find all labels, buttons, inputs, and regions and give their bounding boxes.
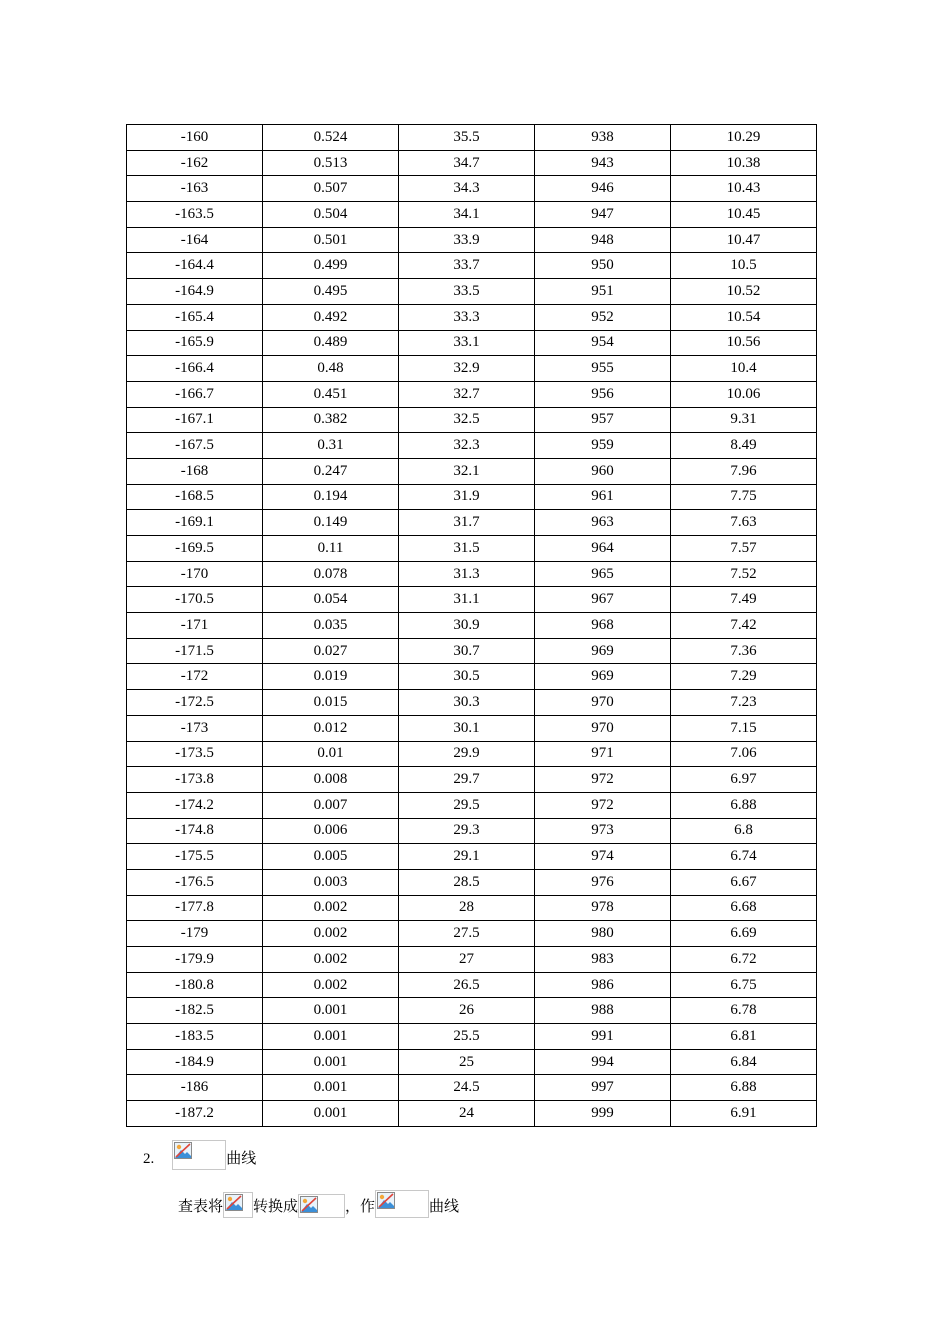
formula-image-placeholder <box>298 1194 345 1218</box>
table-cell: 959 <box>535 433 671 459</box>
table-cell: -165.4 <box>127 304 263 330</box>
table-cell: 974 <box>535 844 671 870</box>
table-cell: 0.507 <box>263 176 399 202</box>
table-cell: 950 <box>535 253 671 279</box>
table-cell: -166.4 <box>127 356 263 382</box>
table-cell: -174.8 <box>127 818 263 844</box>
table-cell: 988 <box>535 998 671 1024</box>
table-cell: 0.002 <box>263 895 399 921</box>
table-row <box>127 792 817 818</box>
table-cell: 31.5 <box>399 536 535 562</box>
instruction-text-1: 查表将 <box>178 1199 224 1215</box>
table-cell: 7.96 <box>671 458 817 484</box>
table-cell: 0.489 <box>263 330 399 356</box>
table-row <box>127 844 817 870</box>
table-row <box>127 176 817 202</box>
table-cell: 30.7 <box>399 638 535 664</box>
table-cell: 971 <box>535 741 671 767</box>
broken-image-icon <box>377 1192 395 1209</box>
table-cell: 948 <box>535 227 671 253</box>
table-row <box>127 304 817 330</box>
table-cell: -165.9 <box>127 330 263 356</box>
table-cell: 976 <box>535 869 671 895</box>
section-number: 2. <box>143 1151 155 1167</box>
table-cell: 0.008 <box>263 767 399 793</box>
table-cell: 7.52 <box>671 561 817 587</box>
table-cell: 8.49 <box>671 433 817 459</box>
table-row <box>127 561 817 587</box>
broken-image-icon <box>300 1196 318 1213</box>
table-cell: 0.194 <box>263 484 399 510</box>
table-cell: 29.3 <box>399 818 535 844</box>
table-cell: 29.9 <box>399 741 535 767</box>
table-cell: 27 <box>399 947 535 973</box>
table-cell: 32.5 <box>399 407 535 433</box>
heading-suffix: 曲线 <box>226 1151 257 1167</box>
table-cell: -163 <box>127 176 263 202</box>
table-cell: 34.1 <box>399 202 535 228</box>
table-cell: 0.012 <box>263 715 399 741</box>
table-cell: -168 <box>127 458 263 484</box>
table-cell: 30.1 <box>399 715 535 741</box>
table-row <box>127 818 817 844</box>
table-cell: 0.48 <box>263 356 399 382</box>
table-row <box>127 921 817 947</box>
table-cell: 997 <box>535 1075 671 1101</box>
table-cell: 9.31 <box>671 407 817 433</box>
table-cell: 0.001 <box>263 1101 399 1127</box>
table-cell: 6.72 <box>671 947 817 973</box>
table-cell: 983 <box>535 947 671 973</box>
table-cell: 32.7 <box>399 381 535 407</box>
table-cell: 32.1 <box>399 458 535 484</box>
table-row <box>127 330 817 356</box>
table-cell: 29.5 <box>399 792 535 818</box>
table-row <box>127 587 817 613</box>
table-cell: 10.43 <box>671 176 817 202</box>
table-cell: 10.29 <box>671 125 817 151</box>
table-cell: 6.68 <box>671 895 817 921</box>
table-cell: 33.5 <box>399 279 535 305</box>
table-cell: 31.1 <box>399 587 535 613</box>
table-row <box>127 767 817 793</box>
table-cell: -186 <box>127 1075 263 1101</box>
table-row <box>127 1075 817 1101</box>
table-cell: 938 <box>535 125 671 151</box>
table-cell: -171.5 <box>127 638 263 664</box>
table-cell: 10.54 <box>671 304 817 330</box>
table-cell: 10.38 <box>671 150 817 176</box>
table-cell: -179 <box>127 921 263 947</box>
table-row <box>127 381 817 407</box>
table-cell: 967 <box>535 587 671 613</box>
table-cell: -174.2 <box>127 792 263 818</box>
table-cell: 6.69 <box>671 921 817 947</box>
table-cell: -169.5 <box>127 536 263 562</box>
table-cell: 946 <box>535 176 671 202</box>
table-row <box>127 613 817 639</box>
table-cell: 10.56 <box>671 330 817 356</box>
table-cell: 954 <box>535 330 671 356</box>
table-cell: 31.7 <box>399 510 535 536</box>
table-cell: 0.382 <box>263 407 399 433</box>
table-cell: -184.9 <box>127 1049 263 1075</box>
table-cell: 972 <box>535 792 671 818</box>
table-cell: 30.5 <box>399 664 535 690</box>
table-cell: 35.5 <box>399 125 535 151</box>
table-cell: 0.492 <box>263 304 399 330</box>
table-row <box>127 1101 817 1127</box>
table-row <box>127 202 817 228</box>
table-cell: 969 <box>535 664 671 690</box>
table-cell: 969 <box>535 638 671 664</box>
table-cell: 943 <box>535 150 671 176</box>
table-row <box>127 690 817 716</box>
table-cell: -183.5 <box>127 1024 263 1050</box>
data-table <box>126 124 817 1127</box>
table-cell: 0.01 <box>263 741 399 767</box>
table-row <box>127 150 817 176</box>
table-row <box>127 458 817 484</box>
table-row <box>127 741 817 767</box>
table-cell: 973 <box>535 818 671 844</box>
table-cell: 994 <box>535 1049 671 1075</box>
table-cell: -172 <box>127 664 263 690</box>
table-row <box>127 869 817 895</box>
table-cell: 30.3 <box>399 690 535 716</box>
table-cell: 26 <box>399 998 535 1024</box>
table-cell: 34.7 <box>399 150 535 176</box>
formula-image-placeholder <box>172 1140 226 1170</box>
table-cell: 951 <box>535 279 671 305</box>
table-cell: 0.11 <box>263 536 399 562</box>
formula-image-placeholder <box>375 1190 429 1218</box>
table-cell: 0.003 <box>263 869 399 895</box>
table-cell: 986 <box>535 972 671 998</box>
table-row <box>127 664 817 690</box>
table-cell: 10.4 <box>671 356 817 382</box>
table-cell: 28.5 <box>399 869 535 895</box>
table-cell: -173.5 <box>127 741 263 767</box>
table-cell: -160 <box>127 125 263 151</box>
table-row <box>127 998 817 1024</box>
table-cell: 24 <box>399 1101 535 1127</box>
table-cell: -175.5 <box>127 844 263 870</box>
table-cell: 0.078 <box>263 561 399 587</box>
table-cell: 10.45 <box>671 202 817 228</box>
table-cell: 6.88 <box>671 792 817 818</box>
table-cell: 6.91 <box>671 1101 817 1127</box>
table-cell: 7.49 <box>671 587 817 613</box>
table-cell: 7.63 <box>671 510 817 536</box>
instruction-text-3: ，作 <box>345 1199 376 1215</box>
table-cell: 0.501 <box>263 227 399 253</box>
table-cell: 0.451 <box>263 381 399 407</box>
table-cell: -173.8 <box>127 767 263 793</box>
table-cell: -164 <box>127 227 263 253</box>
table-cell: 32.9 <box>399 356 535 382</box>
table-row <box>127 227 817 253</box>
table-cell: -168.5 <box>127 484 263 510</box>
table-cell: 0.015 <box>263 690 399 716</box>
table-cell: 10.06 <box>671 381 817 407</box>
table-row <box>127 1049 817 1075</box>
table-cell: 0.006 <box>263 818 399 844</box>
table-cell: -169.1 <box>127 510 263 536</box>
table-cell: 32.3 <box>399 433 535 459</box>
table-cell: -164.4 <box>127 253 263 279</box>
table-cell: -167.1 <box>127 407 263 433</box>
table-cell: 0.31 <box>263 433 399 459</box>
table-cell: 0.495 <box>263 279 399 305</box>
table-row <box>127 947 817 973</box>
table-cell: -162 <box>127 150 263 176</box>
table-cell: -176.5 <box>127 869 263 895</box>
table-cell: 7.23 <box>671 690 817 716</box>
table-cell: 31.9 <box>399 484 535 510</box>
table-cell: 955 <box>535 356 671 382</box>
instruction-text-4: 曲线 <box>429 1199 460 1215</box>
table-cell: 0.054 <box>263 587 399 613</box>
table-cell: 26.5 <box>399 972 535 998</box>
table-cell: 972 <box>535 767 671 793</box>
table-cell: 0.001 <box>263 1075 399 1101</box>
table-cell: 33.1 <box>399 330 535 356</box>
table-cell: 6.81 <box>671 1024 817 1050</box>
table-cell: 28 <box>399 895 535 921</box>
table-cell: 0.005 <box>263 844 399 870</box>
section-2-heading <box>143 1126 256 1170</box>
table-cell: 33.7 <box>399 253 535 279</box>
table-cell: -177.8 <box>127 895 263 921</box>
table-cell: 31.3 <box>399 561 535 587</box>
table-cell: 991 <box>535 1024 671 1050</box>
table-cell: 0.149 <box>263 510 399 536</box>
table-cell: 965 <box>535 561 671 587</box>
table-row <box>127 638 817 664</box>
table-cell: 957 <box>535 407 671 433</box>
table-cell: -173 <box>127 715 263 741</box>
formula-image-placeholder <box>223 1192 253 1218</box>
broken-image-icon <box>225 1194 243 1211</box>
table-cell: 999 <box>535 1101 671 1127</box>
table-cell: 961 <box>535 484 671 510</box>
table-row <box>127 279 817 305</box>
table-cell: -167.5 <box>127 433 263 459</box>
table-cell: 6.74 <box>671 844 817 870</box>
table-cell: 956 <box>535 381 671 407</box>
table-row <box>127 972 817 998</box>
table-cell: 0.513 <box>263 150 399 176</box>
table-cell: 34.3 <box>399 176 535 202</box>
table-cell: 7.29 <box>671 664 817 690</box>
table-row <box>127 895 817 921</box>
table-cell: 980 <box>535 921 671 947</box>
table-cell: 6.75 <box>671 972 817 998</box>
table-cell: 25.5 <box>399 1024 535 1050</box>
table-cell: 0.035 <box>263 613 399 639</box>
table-cell: 0.001 <box>263 1049 399 1075</box>
table-cell: -179.9 <box>127 947 263 973</box>
table-cell: -170.5 <box>127 587 263 613</box>
table-cell: 10.52 <box>671 279 817 305</box>
table-cell: 7.15 <box>671 715 817 741</box>
table-cell: 0.019 <box>263 664 399 690</box>
table-cell: -182.5 <box>127 998 263 1024</box>
table-cell: 33.3 <box>399 304 535 330</box>
table-cell: -166.7 <box>127 381 263 407</box>
table-cell: 0.247 <box>263 458 399 484</box>
table-cell: 10.5 <box>671 253 817 279</box>
table-cell: 29.1 <box>399 844 535 870</box>
table-cell: 6.67 <box>671 869 817 895</box>
table-row <box>127 484 817 510</box>
table-row <box>127 1024 817 1050</box>
table-cell: 0.027 <box>263 638 399 664</box>
table-cell: 0.002 <box>263 972 399 998</box>
table-cell: 6.84 <box>671 1049 817 1075</box>
instruction-line <box>178 1176 459 1218</box>
table-cell: 7.75 <box>671 484 817 510</box>
broken-image-icon <box>174 1142 192 1159</box>
table-row <box>127 356 817 382</box>
table-cell: 24.5 <box>399 1075 535 1101</box>
table-cell: 7.42 <box>671 613 817 639</box>
table-cell: 978 <box>535 895 671 921</box>
table-cell: 25 <box>399 1049 535 1075</box>
table-cell: 0.499 <box>263 253 399 279</box>
table-body <box>127 125 817 1127</box>
table-cell: 0.504 <box>263 202 399 228</box>
table-cell: 27.5 <box>399 921 535 947</box>
table-row <box>127 253 817 279</box>
table-cell: 10.47 <box>671 227 817 253</box>
table-cell: 970 <box>535 715 671 741</box>
table-cell: 7.06 <box>671 741 817 767</box>
table-cell: 0.007 <box>263 792 399 818</box>
table-cell: 33.9 <box>399 227 535 253</box>
table-row <box>127 510 817 536</box>
instruction-text-2: 转换成 <box>253 1199 299 1215</box>
table-cell: 0.002 <box>263 947 399 973</box>
table-cell: 947 <box>535 202 671 228</box>
table-cell: -171 <box>127 613 263 639</box>
table-row <box>127 407 817 433</box>
table-cell: -180.8 <box>127 972 263 998</box>
table-cell: -163.5 <box>127 202 263 228</box>
table-cell: 0.002 <box>263 921 399 947</box>
table-cell: 7.57 <box>671 536 817 562</box>
table-row <box>127 125 817 151</box>
table-cell: 0.001 <box>263 1024 399 1050</box>
table-cell: 0.524 <box>263 125 399 151</box>
table-row <box>127 715 817 741</box>
table-cell: -172.5 <box>127 690 263 716</box>
table-row <box>127 536 817 562</box>
table-cell: 970 <box>535 690 671 716</box>
table-cell: 960 <box>535 458 671 484</box>
table-cell: 963 <box>535 510 671 536</box>
table-cell: 29.7 <box>399 767 535 793</box>
table-cell: 0.001 <box>263 998 399 1024</box>
table-cell: 6.78 <box>671 998 817 1024</box>
table-cell: 6.97 <box>671 767 817 793</box>
table-row <box>127 433 817 459</box>
table-cell: 968 <box>535 613 671 639</box>
table-cell: 6.88 <box>671 1075 817 1101</box>
table-cell: -170 <box>127 561 263 587</box>
table-cell: -164.9 <box>127 279 263 305</box>
table-cell: 30.9 <box>399 613 535 639</box>
table-cell: 952 <box>535 304 671 330</box>
table-cell: 964 <box>535 536 671 562</box>
table-cell: -187.2 <box>127 1101 263 1127</box>
table-cell: 6.8 <box>671 818 817 844</box>
table-cell: 7.36 <box>671 638 817 664</box>
